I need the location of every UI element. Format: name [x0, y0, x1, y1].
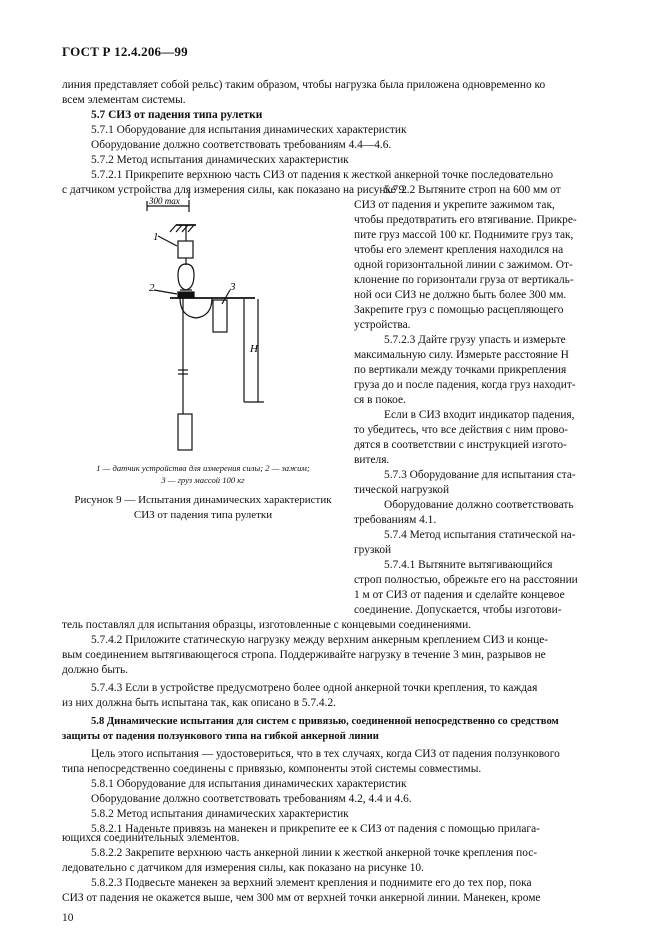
paragraph-line: СИЗ от падения и укрепите зажимом так, [354, 199, 555, 211]
paragraph-line: груза до и после падения, когда груз находит- [354, 379, 576, 391]
paragraph-line: по вертикали между точками прикрепления [354, 364, 567, 376]
paragraph-line: пите груз массой 100 кг. Поднимите груз так, [354, 229, 574, 241]
page-number: 10 [62, 912, 74, 924]
paragraph-line: соединение. Допускается, чтобы изготови- [354, 604, 562, 616]
paragraph-line: строп полностью, обрежьте его на расстоянии [354, 574, 578, 586]
paragraph-line: ледовательно с датчиком для измерения силы, как показано на рисунке 10. [62, 862, 424, 874]
paragraph-line: 5.7.2.3 Дайте грузу упасть и измерьте [384, 334, 566, 346]
paragraph-line: всем элементам системы. [62, 94, 186, 106]
paragraph-line: 5.7.4.2 Приложите статическую нагрузку между верхним анкерным креплением СИЗ и конце- [91, 634, 549, 646]
paragraph-line: ной оси СИЗ не должно быть более 300 мм. [354, 289, 567, 301]
paragraph-line: дятся в соответствии с инструкцией изгото- [354, 439, 567, 451]
label-h: H [250, 343, 258, 355]
figure-9-drawing [140, 192, 290, 457]
figure-caption-line: СИЗ от падения типа рулетки [133, 509, 273, 521]
paragraph-line: 5.7.2.1 Прикрепите верхнюю часть СИЗ от падения к жесткой анкерной точке последовательно [91, 169, 554, 181]
label-1: 1 [153, 231, 159, 243]
paragraph-line: 5.8.1 Оборудование для испытания динамических характеристик [91, 778, 407, 790]
section-heading: 5.7 СИЗ от падения типа рулетки [91, 109, 263, 121]
paragraph-line: то убедитесь, что все действия с ним прово- [354, 424, 569, 436]
paragraph-line: тической нагрузкой [354, 484, 450, 496]
section-heading: 5.8 Динамические испытания для систем с привязью, соединенной непосредственно со средством [91, 716, 559, 727]
paragraph-line: чтобы его элемент крепления находился на [354, 244, 564, 256]
paragraph-line: Оборудование должно соответствовать требованиям 4.2, 4.4 и 4.6. [91, 793, 412, 805]
paragraph-line: СИЗ от падения не окажется выше, чем 300 мм от верхней точки анкерной линии. Манекен, кроме [62, 892, 541, 904]
paragraph-line: 5.7.2.2 Вытяните строп на 600 мм от [384, 184, 561, 196]
paragraph-line: 5.7.4.3 Если в устройстве предусмотрено более одной анкерной точки крепления, то каждая [91, 682, 538, 694]
paragraph-line: Оборудование должно соответствовать требованиям 4.4—4.6. [91, 139, 392, 151]
figure-legend-line: 3 — груз массой 100 кг [161, 475, 245, 485]
paragraph-line: Оборудование должно соответствовать [384, 499, 574, 511]
paragraph-line: вым соединением вытягивающегося стропа. Поддерживайте нагрузку в течение 3 мин, разрывов не [62, 649, 546, 661]
paragraph-line: 5.8.2.1 Наденьте привязь на манекен и прикрепите ее к СИЗ от падения с помощью прилага- [91, 823, 540, 835]
paragraph-line: грузкой [354, 544, 392, 556]
paragraph-line: 5.8.2.2 Закрепите верхнюю часть анкерной линии к жесткой анкерной точке крепления пос- [91, 847, 538, 859]
paragraph-line: одной горизонтальной линии с зажимом. От- [354, 259, 573, 271]
figure-legend [62, 462, 344, 486]
paragraph-line: ся в покое. [354, 394, 406, 406]
figure-caption [62, 493, 344, 523]
paragraph-line: Если в СИЗ входит индикатор падения, [384, 409, 575, 421]
paragraph-line: ющихся соединительных элементов. [62, 832, 240, 844]
paragraph-line: требованиям 4.1. [354, 514, 437, 526]
paragraph-line: типа непосредственно соединены с привязью, компоненты этой системы совместимы. [62, 763, 482, 775]
paragraph-line: вителя. [354, 454, 390, 466]
section-heading: защиты от падения ползункового типа на гибкой анкерной линии [62, 731, 379, 742]
label-2: 2 [149, 282, 155, 294]
paragraph-line: 1 м от СИЗ от падения и сделайте концевое [354, 589, 565, 601]
paragraph-line: 5.7.3 Оборудование для испытания ста- [384, 469, 576, 481]
label-3: 3 [230, 281, 236, 293]
paragraph-line: линия представляет собой рельс) таким образом, чтобы нагрузка была приложена одновременно ко [62, 79, 546, 91]
paragraph-line: клонение по горизонтали груза от вертикаль- [354, 274, 574, 286]
figure-caption-line: Рисунок 9 — Испытания динамических характеристик [74, 494, 332, 506]
figure-legend-line: 1 — датчик устройства для измерения силы; 2 — зажим; [96, 463, 310, 473]
paragraph-line: должно быть. [62, 664, 129, 676]
paragraph-line: чтобы предотвратить его втягивание. Прикре- [354, 214, 577, 226]
paragraph-line: 5.8.2.3 Подвесьте манекен за верхний элемент крепления и поднимите его до тех пор, пока [91, 877, 532, 889]
paragraph-line: 5.7.2 Метод испытания динамических характеристик [91, 154, 349, 166]
paragraph-line: 5.7.4 Метод испытания статической на- [384, 529, 576, 541]
dimension-label: 300 max [149, 196, 180, 206]
paragraph-line: с датчиком устройства для измерения силы, как показано на рисунке 9. [62, 184, 408, 196]
document-header: ГОСТ Р 12.4.206—99 [62, 44, 188, 59]
paragraph-line: тель поставлял для испытания образцы, изготовленные с концевыми соединениями. [62, 619, 472, 631]
paragraph-line: Закрепите груз с помощью расцепляющего [354, 304, 564, 316]
paragraph-line: 5.8.2 Метод испытания динамических характеристик [91, 808, 349, 820]
paragraph-line: устройства. [354, 319, 411, 331]
paragraph-line: из них должна быть испытана так, как описано в 5.7.4.2. [62, 697, 336, 709]
paragraph-line: 5.7.4.1 Вытяните вытягивающийся [384, 559, 553, 571]
paragraph-line: 5.7.1 Оборудование для испытания динамических характеристик [91, 124, 407, 136]
paragraph-line: Цель этого испытания — удостовериться, что в тех случаях, когда СИЗ от падения ползункового [91, 748, 560, 760]
paragraph-line: максимальную силу. Измерьте расстояние H [354, 349, 569, 361]
